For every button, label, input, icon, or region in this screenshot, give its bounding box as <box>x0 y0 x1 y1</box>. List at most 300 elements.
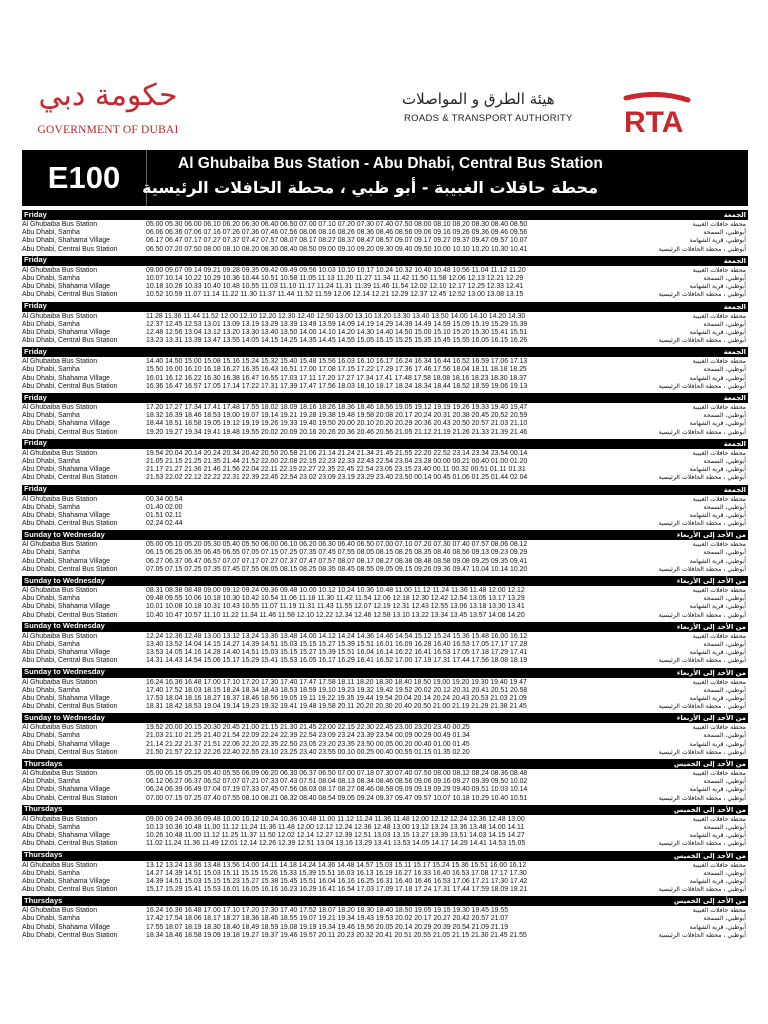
timetable-row <box>22 474 748 482</box>
stop-name-arabic: أبوظبي ، محطة الحافلات الرئيسية <box>658 931 746 939</box>
stop-name-arabic: محطة حافلات الغبيبة <box>692 632 746 640</box>
stop-name-english: Abu Dhabi, Central Bus Station <box>22 565 118 573</box>
departure-times: 18.44 18.51 18.58 19.05 19.12 19.19 19.26 19.33 19.40 19.50 20.00 20.10 20.20 20.29 20.36 20.43 20.50 20.57 21.03 21.10 <box>146 420 528 428</box>
stop-name-arabic: محطة حافلات الغبيبة <box>692 587 746 594</box>
timetable-row <box>22 587 748 595</box>
stop-name-english: Abu Dhabi, Shahama Village <box>22 923 110 931</box>
stop-name-english: Abu Dhabi, Shahama Village <box>22 328 110 336</box>
stop-name-arabic: أبوظبي، السمحة <box>703 366 746 374</box>
stop-name-english: Abu Dhabi, Central Bus Station <box>22 428 118 436</box>
stop-name-arabic: أبوظبي، السمحة <box>703 503 746 511</box>
stop-name-english: Al Ghubaiba Bus Station <box>22 907 98 915</box>
stop-name-arabic: محطة حافلات الغبيبة <box>692 678 746 686</box>
stop-name-english: Abu Dhabi, Central Bus Station <box>22 245 118 253</box>
stop-name-english: Al Ghubaiba Bus Station <box>22 449 98 457</box>
timetable-row <box>22 329 748 337</box>
departure-times: 14.39 14.51 15.03 15.15 15.23 15.27 15.38 15.45 15.51 16.04 16.16 16.25 16.31 16.40 16.46 16.53 17.06 17.21 17.30 17.42 <box>146 877 528 885</box>
timetable-row <box>22 641 748 649</box>
timetable-row <box>22 496 748 504</box>
departure-times: 16.01 16.12 16.22 16.30 16.38 16.47 16.55 17.03 17.11 17.20 17.27 17.34 17.41 17.48 17.58 18.08 18.16 18.23 18.30 18.37 <box>146 374 527 382</box>
stop-name-arabic: أبوظبي، قرية الشهامة <box>689 877 746 885</box>
departure-times: 09.48 09.55 10.06 10.18 10.30 10.42 10.54 11.06 11.18 11.30 11.42 11.54 12.06 12.18 12.30 12.42 12.54 13.05 13.17 13.29 <box>146 595 525 603</box>
stop-name-arabic: أبوظبي ، محطة الحافلات الرئيسية <box>658 840 746 848</box>
departure-times: 08.31 08.38 08.48 09.00 09.12 09.24 09.36 09.48 10.00 10.12 10.24 10.36 10.48 11.00 11.12 11.24 11.36 11.48 12.00 12.12 <box>146 587 525 594</box>
stop-name-english: Abu Dhabi, Samha <box>22 457 80 465</box>
stop-name-english: Al Ghubaiba Bus Station <box>22 266 98 274</box>
stop-name-english: Abu Dhabi, Shahama Village <box>22 694 110 702</box>
departure-times: 13.23 13.31 13.39 13.47 13.55 14.05 14.15 14.25 14.35 14.45 14.55 15.05 15.15 15.25 15.35 15.45 15.55 16.05 16.15 16.26 <box>146 337 528 345</box>
stop-name-arabic: محطة حافلات الغبيبة <box>692 404 746 411</box>
section-header <box>22 302 748 312</box>
section-day-english: Friday <box>24 255 47 265</box>
stop-name-arabic: أبوظبي، قرية الشهامة <box>689 603 746 611</box>
section-day-english: Sunday to Wednesday <box>24 621 105 631</box>
section-day-english: Friday <box>24 346 47 356</box>
section-day-english: Friday <box>24 209 47 219</box>
departure-times: 06.17 06.47 07.17 07.27 07.37 07.47 07.57 08.07 08.17 08.27 08.37 08.47 08.57 09.07 09.17 09.27 09.37 09.47 09.57 10.07 <box>146 237 528 245</box>
timetable-row <box>22 337 748 345</box>
departure-times: 17.20 17.27 17.34 17.41 17.48 17.55 18.02 18.09 18.16 18.26 18.36 18.46 18.56 19.05 19.12 19.19 19.26 19.33 19.40 19.47 <box>146 404 528 411</box>
stop-name-arabic: أبوظبي، قرية الشهامة <box>689 328 746 336</box>
timetable-row <box>22 907 748 915</box>
stop-name-english: Abu Dhabi, Samha <box>22 869 80 877</box>
section-header <box>22 668 748 678</box>
timetable-row <box>22 862 748 870</box>
stop-name-english: Al Ghubaiba Bus Station <box>22 404 98 411</box>
departure-times: 10.52 10.59 11.07 11.14 11.22 11.30 11.37 11.44 11.52 11.59 12.06 12.14 12.21 12.29 12.37 12.45 12.52 13.00 13.08 13.15 <box>146 291 524 299</box>
stop-name-arabic: محطة حافلات الغبيبة <box>692 495 746 503</box>
timetable-row <box>22 832 748 840</box>
stop-name-english: Al Ghubaiba Bus Station <box>22 861 98 869</box>
section-day-english: Friday <box>24 392 47 402</box>
section-header <box>22 485 748 495</box>
timetable-row <box>22 703 748 711</box>
section-header <box>22 713 748 723</box>
timetable-row <box>22 520 748 528</box>
stop-name-english: Abu Dhabi, Central Bus Station <box>22 291 118 299</box>
departure-times: 18.32 18.39 18.46 18.53 19.00 19.07 19.14 19.21 19.28 19.38 19.48 19.58 20.08 20.17 20.24 20.31 20.38 20.45 20.52 20.59 <box>146 412 528 420</box>
stop-name-english: Abu Dhabi, Shahama Village <box>22 237 110 245</box>
rta-name-english: ROADS & TRANSPORT AUTHORITY <box>404 113 573 124</box>
departure-times: 10.40 10.47 10.57 11.10 11.22 11.34 11.46 11.58 12.10 12.22 12.34 12.46 12.58 13.10 13.22 13.34 13.45 13.57 14.08 14.20 <box>146 611 525 619</box>
stop-name-english: Abu Dhabi, Samha <box>22 640 80 648</box>
timetable-row <box>22 695 748 703</box>
stop-name-arabic: محطة حافلات الغبيبة <box>692 861 746 869</box>
stop-name-english: Abu Dhabi, Samha <box>22 503 80 511</box>
timetable-row <box>22 633 748 641</box>
departure-times: 06.27 06.37 06.47 06.57 07.07 07.17 07.27 07.37 07.47 07.57 08.07 08.17 08.27 08.38 08.48 08.58 09.08 09.25 09.35 09.41 <box>146 557 528 565</box>
stop-name-english: Abu Dhabi, Shahama Village <box>22 374 110 382</box>
timetable-row <box>22 915 748 923</box>
section-day-arabic: الجمعة <box>723 256 746 265</box>
departure-times: 14.27 14.39 14.51 15.03 15.11 15.15 15.26 15.33 15.39 15.51 16.03 16.13 16.19 16.27 16.33 16.40 16.53 17.08 17.17 17.30 <box>146 869 527 877</box>
stop-name-arabic: أبوظبي، السمحة <box>703 595 746 603</box>
departure-times: 00.34 00.54 <box>146 495 183 503</box>
departure-times: 14.40 14.50 15.00 15.08 15.16 15.24 15.32 15.40 15.48 15.56 16.03 16.10 16.17 16.24 16.34 16.44 16.52 16.59 17.06 17.13 <box>146 358 528 366</box>
stop-name-english: Abu Dhabi, Shahama Village <box>22 283 110 291</box>
stop-name-arabic: أبوظبي، السمحة <box>703 686 746 694</box>
departure-times: 10.18 10.26 10.33 10.40 10.48 10.55 11.03 11.10 11.17 11.24 11.31 11.39 11.46 11.54 12.02 12.10 12.17 12.25 12.33 12.41 <box>146 283 524 291</box>
timetable-section <box>22 256 748 302</box>
departure-times: 02.24 02.44 <box>146 520 183 528</box>
timetable-row <box>22 786 748 794</box>
departure-times: 17.42 17.54 18.06 18.17 18.27 18.36 18.46 18.55 19.07 19.21 19.34 19.43 19.53 20.02 20.17 20.27 20.42 20.57 21.07 <box>146 915 509 923</box>
departure-times: 09.00 09.07 09.14 09.21 09.28 09.35 09.42 09.49 09.56 10.03 10.10 10.17 10.24 10.32 10.40 10.48 10.56 11.04 11.12 11.20 <box>146 266 526 274</box>
departure-times: 19.20 19.27 19.34 19.41 19.48 19.55 20.02 20.09 20.16 20.26 20.36 20.46 20.56 21.05 21.12 21.19 21.26 21.33 21.39 21.46 <box>146 428 528 436</box>
rta-name-arabic: هيئة الطرق و المواصلات <box>402 90 555 108</box>
stop-name-arabic: أبوظبي، قرية الشهامة <box>689 420 746 428</box>
section-day-arabic: من الأحد إلى الخميس <box>673 805 746 814</box>
section-day-arabic: من الأحد إلى الخميس <box>673 851 746 860</box>
stop-name-arabic: أبوظبي، قرية الشهامة <box>689 923 746 931</box>
stop-name-english: Abu Dhabi, Central Bus Station <box>22 382 118 390</box>
section-day-arabic: الجمعة <box>723 485 746 494</box>
timetable-section <box>22 759 748 805</box>
stop-name-english: Abu Dhabi, Central Bus Station <box>22 611 118 619</box>
stop-name-arabic: أبوظبي، قرية الشهامة <box>689 649 746 657</box>
departure-times: 01.40 02.00 <box>146 503 183 511</box>
section-day-arabic: الجمعة <box>723 211 746 219</box>
timetable-section <box>22 347 748 393</box>
stop-name-english: Al Ghubaiba Bus Station <box>22 541 98 549</box>
section-day-arabic: من الأحد إلى الأربعاء <box>676 577 746 585</box>
stop-name-english: Abu Dhabi, Shahama Village <box>22 740 110 748</box>
section-day-english: Friday <box>24 438 47 448</box>
section-day-english: Sunday to Wednesday <box>24 529 105 539</box>
timetable-row <box>22 267 748 275</box>
route-code: E100 <box>47 160 121 195</box>
timetable-section <box>22 896 748 942</box>
stop-name-arabic: محطة حافلات الغبيبة <box>692 541 746 549</box>
stop-name-english: Abu Dhabi, Shahama Village <box>22 832 110 840</box>
departure-times: 13.12 13.24 13.36 13.48 13.56 14.00 14.11 14.18 14.24 14.36 14.48 14.57 15.03 15.11 15.17 15.24 15.36 15.51 16.00 16.12 <box>146 861 527 869</box>
departure-times: 18.31 18.42 18.53 19.04 19.14 19.23 19.32 19.41 19.48 19.58 20.11 20.20 20.30 20.40 20.50 21.00 21.19 21.29 21.38 21.45 <box>146 703 527 711</box>
section-header <box>22 439 748 449</box>
stop-name-english: Abu Dhabi, Samha <box>22 366 80 374</box>
stop-name-arabic: أبوظبي، قرية الشهامة <box>689 832 746 840</box>
timetable-row <box>22 870 748 878</box>
stop-name-english: Abu Dhabi, Samha <box>22 549 80 557</box>
stop-name-arabic: أبوظبي، السمحة <box>703 549 746 557</box>
stop-name-arabic: أبوظبي ، محطة الحافلات الرئيسية <box>658 291 746 299</box>
timetable-row <box>22 412 748 420</box>
departure-times: 06.12 06.27 06.37 06.52 07.07 07.21 07.33 07.43 07.51 08.04 08.13 08.34 08.46 08.56 09.06 09.16 09.27 09.39 09.50 10.02 <box>146 778 528 786</box>
departure-times: 13.53 14.05 14.16 14.28 14.40 14.51 15.03 15.15 15.27 15.39 15.51 16.04 16.14 16.22 16.41 16.53 17.05 17.18 17.29 17.41 <box>146 649 528 657</box>
departure-times: 11.28 11.36 11.44 11.52 12.00 12.10 12.20 12.30 12.40 12.50 13.00 13.10 13.20 13.30 13.40 13.50 14.00 14.10 14.20 14.30 <box>146 312 526 320</box>
section-day-arabic: من الأحد إلى الأربعاء <box>676 622 746 631</box>
timetable <box>22 210 748 942</box>
timetable-row <box>22 657 748 665</box>
departure-times: 12.48 12.56 13.04 13.12 13.20 13.30 13.40 13.50 14.00 14.10 14.20 14.30 14.40 14.50 15.00 15.10 15.20 15.30 15.41 15.51 <box>146 328 528 336</box>
stop-name-english: Abu Dhabi, Samha <box>22 274 80 282</box>
timetable-row <box>22 512 748 520</box>
stop-name-arabic: أبوظبي، السمحة <box>703 915 746 923</box>
departure-times: 21.14 21.22 21.37 21.51 22.06 22.20 22.35 22.50 23.05 23.20 23.35 23.50 00.05 00.20 00.40 01.00 01.45 <box>146 740 470 748</box>
stop-name-english: Al Ghubaiba Bus Station <box>22 815 98 823</box>
departure-times: 19.52 20.00 20.15 20.30 20.45 21.00 21.15 21.30 21.45 22.00 22.15 22.30 22.45 23.00 23.20 23.40 00.25 <box>146 724 470 732</box>
stop-name-arabic: محطة حافلات الغبيبة <box>692 724 746 732</box>
stop-name-arabic: أبوظبي، السمحة <box>703 869 746 877</box>
departure-times: 14.31 14.43 14.54 15.06 15.17 15.29 15.41 15.53 16.05 16.17 16.29 16.41 16.52 17.00 17.19 17.31 17.44 17.56 18.08 18.19 <box>146 657 528 665</box>
timetable-section <box>22 713 748 759</box>
departure-times: 06.24 06.39 06.49 07.04 07.19 07.33 07.45 07.56 08.03 08.17 08.27 08.46 08.58 09.09 09.19 09.29 09.40 09.51 10.03 10.14 <box>146 786 528 794</box>
timetable-row <box>22 724 748 732</box>
timetable-row <box>22 466 748 474</box>
stop-name-english: Abu Dhabi, Central Bus Station <box>22 748 118 756</box>
government-of-dubai-logo-arabic: حكومة دبي <box>38 78 178 113</box>
timetable-row <box>22 558 748 566</box>
stop-name-arabic: أبوظبي، السمحة <box>703 457 746 465</box>
timetable-row <box>22 595 748 603</box>
timetable-row <box>22 291 748 299</box>
section-header <box>22 851 748 861</box>
timetable-row <box>22 283 748 291</box>
departure-times: 13.40 13.52 14.04 14.15 14.27 14.39 14.51 15.03 15.15 15.27 15.39 15.51 16.01 16.09 16.28 16.40 16.53 17.05 17.17 17.28 <box>146 640 528 648</box>
timetable-row <box>22 741 748 749</box>
stop-name-arabic: محطة حافلات الغبيبة <box>692 770 746 777</box>
stop-name-arabic: أبوظبي ، محطة الحافلات الرئيسية <box>658 886 746 894</box>
timetable-section <box>22 393 748 439</box>
departure-times: 16.24 16.36 16.48 17.00 17.10 17.20 17.30 17.40 17.52 18.07 18.20 18.30 18.40 18.50 19.05 19.15 19.30 19.45 19.55 <box>146 907 509 915</box>
section-day-english: Thursdays <box>24 895 63 905</box>
timetable-row <box>22 450 748 458</box>
section-header <box>22 530 748 540</box>
timetable-row <box>22 687 748 695</box>
section-day-arabic: الجمعة <box>723 302 746 311</box>
departure-times: 21.17 21.27 21.36 21.46 21.56 22.04 22.11 22.19 22.27 22.35 22.45 22.54 23.05 23.15 23.40 00.11 00.32 00.51 01.11 01.31 <box>146 466 526 474</box>
stop-name-arabic: أبوظبي، قرية الشهامة <box>689 237 746 245</box>
stop-name-english: Abu Dhabi, Central Bus Station <box>22 794 118 802</box>
stop-name-arabic: أبوظبي، قرية الشهامة <box>689 283 746 291</box>
stop-name-arabic: محطة حافلات الغبيبة <box>692 358 746 366</box>
section-day-arabic: الجمعة <box>723 394 746 402</box>
departure-times: 21.05 21.15 21.25 21.35 21.44 21.52 22.00 22.08 22.15 22.23 22.33 22.43 22.54 23.04 23.28 00.00 00.21 00.40 01.00 01.20 <box>146 457 528 465</box>
departure-times: 12.24 12.36 12.48 13.00 13.12 13.24 13.36 13.48 14.00 14.12 14.24 14.36 14.46 14.54 15.12 15.24 15.36 15.48 16.00 16.12 <box>146 632 528 640</box>
timetable-row <box>22 816 748 824</box>
timetable-row <box>22 612 748 620</box>
departure-times: 17.53 18.04 18.16 18.27 18.37 18.46 18.56 19.05 19.11 19.22 19.35 19.44 19.54 20.04 20.14 20.24 20.43 20.53 21.03 21.09 <box>146 694 527 702</box>
departure-times: 15.50 16.00 16.10 16.18 16.27 16.35 16.43 16.51 17.00 17.08 17.15 17.22 17.29 17.36 17.46 17.56 18.04 18.11 18.18 18.25 <box>146 366 527 374</box>
timetable-row <box>22 313 748 321</box>
stop-name-english: Al Ghubaiba Bus Station <box>22 770 98 777</box>
departure-times: 10.13 10.36 10.48 11.00 11.12 11.24 11.36 11.48 12.00 12.12 12.24 12.36 12.48 13.00 13.12 13.24 13.36 13.48 14.00 14.11 <box>146 823 525 831</box>
departure-times: 16.24 16.36 16.48 17.00 17.10 17.20 17.30 17.40 17.47 17.58 18.11 18.20 18.30 18.40 18.50 19.00 19.20 19.30 19.40 19.47 <box>146 678 527 686</box>
stop-name-english: Abu Dhabi, Shahama Village <box>22 557 110 565</box>
timetable-row <box>22 924 748 932</box>
stop-name-arabic: أبوظبي، السمحة <box>703 778 746 786</box>
timetable-section <box>22 210 748 256</box>
timetable-row <box>22 824 748 832</box>
route-title-arabic: محطة حافلات الغبيبة - أبو ظبي ، محطة الحافلات الرئيسية <box>142 178 598 197</box>
section-day-arabic: الجمعة <box>723 348 746 357</box>
timetable-row <box>22 429 748 437</box>
stop-name-arabic: أبوظبي، السمحة <box>703 640 746 648</box>
stop-name-arabic: أبوظبي، السمحة <box>703 229 746 237</box>
stop-name-english: Al Ghubaiba Bus Station <box>22 724 98 732</box>
section-day-arabic: من الأحد إلى الأربعاء <box>676 714 746 723</box>
timetable-row <box>22 504 748 512</box>
timetable-row <box>22 275 748 283</box>
timetable-row <box>22 237 748 245</box>
timetable-row <box>22 886 748 894</box>
departure-times: 17.40 17.52 18.03 18.15 18.24 18.34 18.43 18.53 18.59 19.10 19.23 19.32 19.42 19.52 20.02 20.12 20.31 20.41 20.51 20.58 <box>146 686 528 694</box>
timetable-row <box>22 321 748 329</box>
stop-name-english: Abu Dhabi, Samha <box>22 229 80 237</box>
departure-times: 12.37 12.45 12.53 13.01 13.09 13.19 13.29 13.39 13.49 13.59 14.09 14.19 14.29 14.39 14.49 14.59 15.09 15.19 15.29 15.39 <box>146 320 528 328</box>
section-header <box>22 347 748 357</box>
timetable-row <box>22 221 748 229</box>
departure-times: 15.17 15.29 15.41 15.53 16.01 16.05 16.16 16.23 16.29 16.41 16.54 17.03 17.09 17.18 17.24 17.31 17.44 17.59 18.09 18.21 <box>146 886 528 894</box>
stop-name-arabic: أبوظبي، قرية الشهامة <box>689 511 746 519</box>
departure-times: 21.03 21.10 21.25 21.40 21.54 22.09 22.24 22.39 22.54 23.09 23.24 23.39 23.54 00.09 00.29 00.49 01.34 <box>146 732 470 740</box>
section-header <box>22 393 748 403</box>
departure-times: 09.00 09.24 09.36 09.48 10.00 10.12 10.24 10.36 10.48 11.00 11.12 11.24 11.36 11.48 12.00 12.12 12.24 12.36 12.48 13.00 <box>146 815 525 823</box>
section-header <box>22 622 748 632</box>
stop-name-english: Abu Dhabi, Shahama Village <box>22 786 110 794</box>
timetable-section <box>22 622 748 668</box>
timetable-row <box>22 566 748 574</box>
stop-name-arabic: محطة حافلات الغبيبة <box>692 815 746 823</box>
stop-name-arabic: محطة حافلات الغبيبة <box>692 266 746 274</box>
stop-name-arabic: أبوظبي ، محطة الحافلات الرئيسية <box>658 565 746 573</box>
section-header <box>22 759 748 769</box>
stop-name-english: Abu Dhabi, Samha <box>22 823 80 831</box>
section-day-english: Friday <box>24 301 47 310</box>
government-of-dubai-logo-text: GOVERNMENT OF DUBAI <box>37 124 179 136</box>
timetable-row <box>22 366 748 374</box>
departure-times: 07.00 07.15 07.25 07.40 07.55 08.10 08.21 08.32 08.40 08.54 09.05 09.24 09.37 09.47 09.57 10.07 10.18 10.29 10.40 10.51 <box>146 794 528 802</box>
stop-name-arabic: أبوظبي ، محطة الحافلات الرئيسية <box>658 428 746 436</box>
timetable-section <box>22 576 748 622</box>
route-title-english: Al Ghubaiba Bus Station - Abu Dhabi, Central Bus Station <box>178 155 603 172</box>
stop-name-english: Abu Dhabi, Samha <box>22 915 80 923</box>
departure-times: 05.00 05.30 06.00 06.10 06.20 06.30 06.40 06.50 07.00 07.10 07.20 07.30 07.40 07.50 08.00 08.10 08.20 08.30 08.40 08.50 <box>146 221 528 228</box>
section-header <box>22 576 748 586</box>
stop-name-arabic: أبوظبي، السمحة <box>703 412 746 420</box>
departure-times: 01.51 02.11 <box>146 511 182 519</box>
section-day-english: Thursdays <box>24 850 63 859</box>
stop-name-arabic: أبوظبي، السمحة <box>703 732 746 740</box>
stop-name-english: Abu Dhabi, Samha <box>22 732 80 740</box>
stop-name-arabic: أبوظبي، السمحة <box>703 823 746 831</box>
timetable-row <box>22 229 748 237</box>
stop-name-arabic: أبوظبي ، محطة الحافلات الرئيسية <box>658 382 746 390</box>
section-day-arabic: من الأحد إلى الخميس <box>673 897 746 906</box>
stop-name-arabic: أبوظبي ، محطة الحافلات الرئيسية <box>658 611 746 619</box>
departure-times: 10.26 10.48 11.00 11.12 11.25 11.37 11.50 12.02 12.14 12.27 12.39 12.51 13.03 13.15 13.27 13.39 13.51 14.03 14.15 14.27 <box>146 832 525 840</box>
timetable-section <box>22 851 748 897</box>
stop-name-english: Al Ghubaiba Bus Station <box>22 312 98 320</box>
rta-logo-icon <box>618 92 740 134</box>
section-header <box>22 210 748 220</box>
stop-name-arabic: أبوظبي ، محطة الحافلات الرئيسية <box>658 337 746 345</box>
timetable-row <box>22 649 748 657</box>
timetable-row <box>22 603 748 611</box>
stop-name-arabic: أبوظبي، قرية الشهامة <box>689 694 746 702</box>
section-day-arabic: من الأحد إلى الأربعاء <box>676 668 746 677</box>
stop-name-english: Al Ghubaiba Bus Station <box>22 632 98 640</box>
stop-name-arabic: أبوظبي ، محطة الحافلات الرئيسية <box>658 748 746 756</box>
stop-name-arabic: محطة حافلات الغبيبة <box>692 221 746 228</box>
stop-name-arabic: محطة حافلات الغبيبة <box>692 907 746 915</box>
stop-name-arabic: أبوظبي، قرية الشهامة <box>689 466 746 474</box>
departure-times: 10.01 10.08 10.18 10.31 10.43 10.55 11.07 11.19 11.31 11.43 11.55 12.07 12.19 12.31 12.43 12.55 13.06 13.18 13.30 13.41 <box>146 603 525 611</box>
stop-name-arabic: أبوظبي ، محطة الحافلات الرئيسية <box>658 245 746 253</box>
timetable-row <box>22 770 748 778</box>
stop-name-english: Al Ghubaiba Bus Station <box>22 678 98 686</box>
stop-name-english: Al Ghubaiba Bus Station <box>22 495 98 503</box>
stop-name-english: Abu Dhabi, Samha <box>22 778 80 786</box>
section-day-english: Sunday to Wednesday <box>24 575 105 585</box>
stop-name-english: Abu Dhabi, Samha <box>22 595 80 603</box>
stop-name-arabic: أبوظبي، السمحة <box>703 274 746 282</box>
timetable-row <box>22 375 748 383</box>
section-day-english: Thursdays <box>24 804 63 814</box>
departure-times: 11.02 11.24 11.36 11.49 12.01 12.14 12.26 12.39 12.51 13.04 13.16 13.29 13.41 13.53 14.05 14.17 14.29 14.41 14.53 15.05 <box>146 840 526 848</box>
timetable-row <box>22 420 748 428</box>
section-day-english: Sunday to Wednesday <box>24 667 105 676</box>
departure-times: 06.15 06.25 06.35 06.45 06.55 07.05 07.15 07.25 07.35 07.45 07.55 08.05 08.15 08.25 08.35 08.46 08.56 09.13 09.23 09.29 <box>146 549 528 557</box>
stop-name-english: Abu Dhabi, Shahama Village <box>22 649 110 657</box>
departure-times: 18.34 18.46 18.58 19.09 19.18 19.27 19.37 19.46 19.57 20.11 20.23 20.32 20.41 20.51 20.55 21.05 21.15 21.30 21.45 21.55 <box>146 931 527 939</box>
stop-name-arabic: أبوظبي، قرية الشهامة <box>689 786 746 794</box>
section-day-arabic: من الأحد إلى الخميس <box>673 760 746 768</box>
departure-times: 10.07 10.14 10.22 10.29 10.36 10.44 10.51 10.58 11.05 11.13 11.20 11.27 11.34 11.42 11.50 11.58 12.06 12.13 12.21 12.29 <box>146 274 524 282</box>
departure-times: 05.00 05.15 05.25 05.40 05.55 06.09 06.20 06.30 06.37 06.50 07.00 07.18 07.30 07.40 07.50 08.00 08.12 08.24 08.36 08.48 <box>146 770 528 777</box>
stop-name-english: Abu Dhabi, Samha <box>22 412 80 420</box>
stop-name-english: Abu Dhabi, Central Bus Station <box>22 840 118 848</box>
stop-name-english: Abu Dhabi, Shahama Village <box>22 466 110 474</box>
stop-name-english: Abu Dhabi, Shahama Village <box>22 420 110 428</box>
departure-times: 16.36 16.47 16.57 17.05 17.14 17.22 17.31 17.39 17.47 17.56 18.03 18.10 18.17 18.24 18.34 18.44 18.52 18.59 19.06 19.13 <box>146 382 528 390</box>
departure-times: 05.00 05.10 05.20 05.30 05.40 05.50 06.00 06.10 06.20 06.30 06.40 06.50 07.00 07.10 07.20 07.30 07.40 07.57 08.06 08.12 <box>146 541 528 549</box>
section-header <box>22 805 748 815</box>
rta-logo-text: RTA <box>624 106 684 134</box>
timetable-row <box>22 549 748 557</box>
departure-times: 06.06 06.36 07.06 07.16 07.26 07.36 07.46 07.56 08.06 08.16 08.26 08.36 08.46 08.56 09.06 09.16 09.26 09.36 09.46 09.56 <box>146 229 528 237</box>
timetable-section <box>22 485 748 531</box>
departure-times: 17.55 18.07 18.19 18.30 18.40 18.49 18.59 19.08 19.19 19.34 19.46 19.56 20.05 20.14 20.29 20.39 20.54 21.09 21.19 <box>146 923 509 931</box>
timetable-row <box>22 404 748 412</box>
stop-name-english: Abu Dhabi, Central Bus Station <box>22 474 118 482</box>
stop-name-english: Abu Dhabi, Central Bus Station <box>22 886 118 894</box>
timetable-row <box>22 840 748 848</box>
stop-name-arabic: أبوظبي، قرية الشهامة <box>689 557 746 565</box>
timetable-row <box>22 541 748 549</box>
stop-name-arabic: أبوظبي ، محطة الحافلات الرئيسية <box>658 520 746 528</box>
departure-times: 21.53 22.02 22.12 22.22 22.31 22.39 22.46 22.54 23.02 23.09 23.19 23.29 23.40 23.50 00.14 00.45 01.06 01.25 01.44 02.04 <box>146 474 528 482</box>
timetable-row <box>22 458 748 466</box>
departure-times: 19.54 20.04 20.14 20.24 20.34 20.42 20.50 20.58 21.06 21.14 21.24 21.34 21.45 21.55 22.20 22.52 23.14 23.34 23.54 00.14 <box>146 449 528 457</box>
timetable-row <box>22 732 748 740</box>
section-day-arabic: الجمعة <box>723 439 746 448</box>
stop-name-arabic: أبوظبي ، محطة الحافلات الرئيسية <box>658 703 746 711</box>
timetable-row <box>22 932 748 940</box>
stop-name-english: Abu Dhabi, Central Bus Station <box>22 520 118 528</box>
section-header <box>22 896 748 906</box>
section-day-english: Sunday to Wednesday <box>24 712 105 722</box>
timetable-section <box>22 805 748 851</box>
section-day-arabic: من الأحد إلى الأربعاء <box>676 531 746 540</box>
stop-name-arabic: أبوظبي، السمحة <box>703 320 746 328</box>
stop-name-arabic: محطة حافلات الغبيبة <box>692 312 746 320</box>
stop-name-english: Abu Dhabi, Central Bus Station <box>22 337 118 345</box>
stop-name-arabic: أبوظبي ، محطة الحافلات الرئيسية <box>658 794 746 802</box>
stop-name-english: Abu Dhabi, Shahama Village <box>22 603 110 611</box>
stop-name-english: Al Ghubaiba Bus Station <box>22 587 98 594</box>
timetable-row <box>22 795 748 803</box>
stop-name-arabic: أبوظبي، قرية الشهامة <box>689 740 746 748</box>
